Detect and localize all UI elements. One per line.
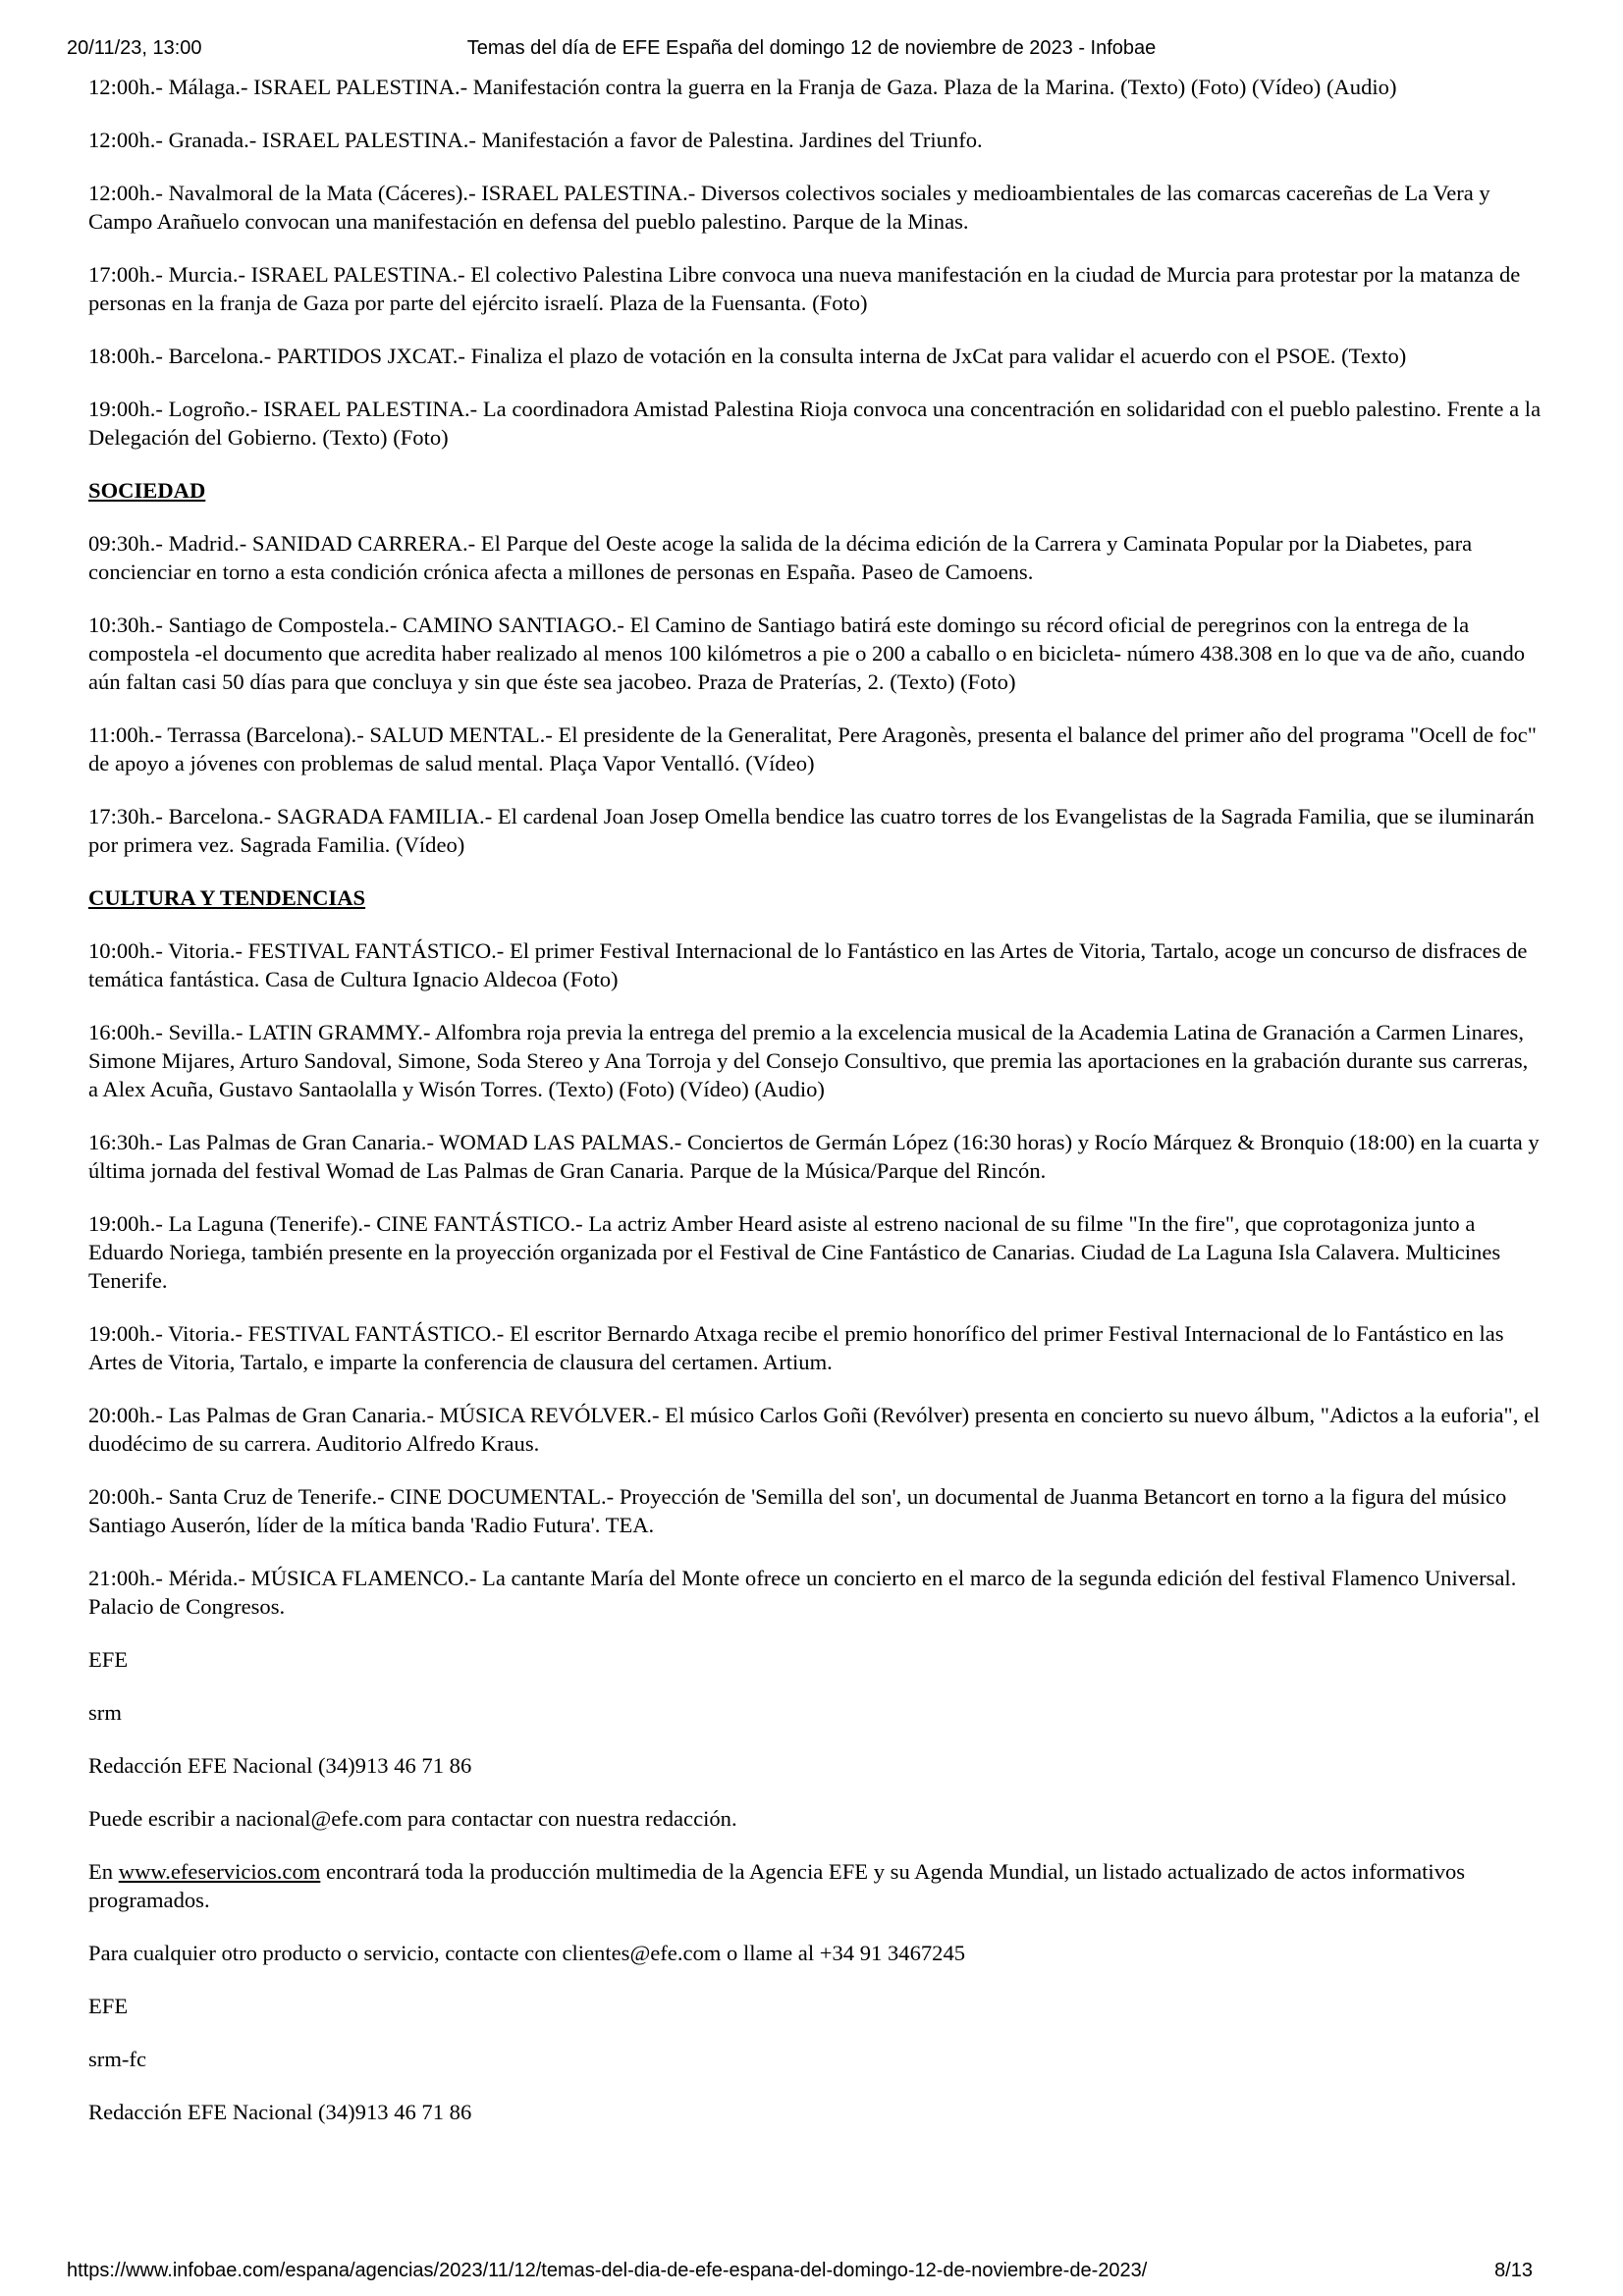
section-heading: CULTURA Y TENDENCIAS bbox=[88, 885, 366, 910]
agenda-item: 17:30h.- Barcelona.- SAGRADA FAMILIA.- El cardenal Joan Josep Omella bendice las cuatro torres de los Evangelistas de la Sagrada Familia, que se iluminarán por primera vez. Sagrada Familia. (Vídeo) bbox=[88, 804, 1535, 857]
agenda-item: 19:00h.- Vitoria.- FESTIVAL FANTÁSTICO.- El escritor Bernardo Atxaga recibe el premio honorífico del primer Festival Internacional de lo Fantástico en las Artes de Vitoria, Tartalo, e imparte la conferencia de clausura del certamen. Artium. bbox=[88, 1321, 1504, 1374]
agenda-item: 11:00h.- Terrassa (Barcelona).- SALUD MENTAL.- El presidente de la Generalitat, Pere Aragonès, presenta el balance del primer año del programa "Ocell de foc" de apoyo a jóvenes con problemas de salud mental. Plaça Vapor Ventalló. (Vídeo) bbox=[88, 722, 1537, 775]
agenda-item: srm bbox=[88, 1700, 122, 1725]
agenda-list bbox=[88, 73, 1542, 1833]
agenda-item: 20:00h.- Las Palmas de Gran Canaria.- MÚSICA REVÓLVER.- El músico Carlos Goñi (Revólver) presenta en concierto su nuevo álbum, "Adictos a la euforia", el duodécimo de su carrera. Auditorio Alfredo Kraus. bbox=[88, 1403, 1541, 1456]
agenda-item: 16:30h.- Las Palmas de Gran Canaria.- WOMAD LAS PALMAS.- Conciertos de Germán López (16:30 horas) y Rocío Márquez & Bronquio (18:00) en la cuarta y última jornada del festival Womad de Las Palmas de Gran Canaria. Parque de la Música/Parque del Rincón. bbox=[88, 1130, 1540, 1183]
agenda-item: EFE bbox=[88, 1647, 129, 1672]
agenda-item: srm-fc bbox=[88, 2047, 146, 2071]
print-datetime: 20/11/23, 13:00 bbox=[67, 37, 202, 59]
page-number: 8/13 bbox=[1494, 2260, 1533, 2281]
print-footer bbox=[67, 2260, 1556, 2287]
print-header bbox=[67, 37, 1556, 65]
print-url: https://www.infobae.com/espana/agencias/2023/11/12/temas-del-dia-de-efe-espana-del-domingo-12-de-noviembre-de-2023/ bbox=[67, 2260, 1148, 2281]
agenda-item: 17:00h.- Murcia.- ISRAEL PALESTINA.- El colectivo Palestina Libre convoca una nueva manifestación en la ciudad de Murcia para protestar por la matanza de personas en la franja de Gaza por parte del ejército israelí. Plaza de la Fuensanta. (Foto) bbox=[88, 262, 1521, 315]
print-page-title: Temas del día de EFE España del domingo 12 de noviembre de 2023 - Infobae bbox=[466, 37, 1157, 59]
agenda-item: 09:30h.- Madrid.- SANIDAD CARRERA.- El Parque del Oeste acoge la salida de la décima edición de la Carrera y Caminata Popular por la Diabetes, para concienciar en torno a esta condición crónica afecta a millones de personas en España. Paseo de Camoens. bbox=[88, 531, 1473, 584]
efeservicios-paragraph: En www.efeservicios.com encontrará toda la producción multimedia de la Agencia EFE y su Agenda Mundial, un listado actualizado de actos informativos programados. bbox=[88, 1859, 1466, 1912]
agenda-item: 21:00h.- Mérida.- MÚSICA FLAMENCO.- La cantante María del Monte ofrece un concierto en el marco de la segunda edición del festival Flamenco Universal. Palacio de Congresos. bbox=[88, 1566, 1517, 1619]
agenda-item: Para cualquier otro producto o servicio, contacte con clientes@efe.com o llame al +34 91 3467245 bbox=[88, 1941, 966, 1965]
closing-list bbox=[88, 1939, 1542, 2126]
agenda-item: 19:00h.- Logroño.- ISRAEL PALESTINA.- La coordinadora Amistad Palestina Rioja convoca una concentración en solidaridad con el pueblo palestino. Frente a la Delegación del Gobierno. (Texto) (Foto) bbox=[88, 397, 1542, 450]
agenda-item: 18:00h.- Barcelona.- PARTIDOS JXCAT.- Finaliza el plazo de votación en la consulta interna de JxCat para validar el acuerdo con el PSOE. (Texto) bbox=[88, 344, 1407, 368]
agenda-item: 20:00h.- Santa Cruz de Tenerife.- CINE DOCUMENTAL.- Proyección de 'Semilla del son', un documental de Juanma Betancort en torno a la figura del músico Santiago Auserón, líder de la mítica banda 'Radio Futura'. TEA. bbox=[88, 1484, 1507, 1537]
agenda-item: Redacción EFE Nacional (34)913 46 71 86 bbox=[88, 1753, 472, 1778]
article-body bbox=[88, 73, 1542, 2151]
agenda-item: 12:00h.- Málaga.- ISRAEL PALESTINA.- Manifestación contra la guerra en la Franja de Gaza. Plaza de la Marina. (Texto) (Foto) (Vídeo) (Audio) bbox=[88, 75, 1397, 99]
agenda-item: 10:00h.- Vitoria.- FESTIVAL FANTÁSTICO.- El primer Festival Internacional de lo Fantástico en las Artes de Vitoria, Tartalo, acoge un concurso de disfraces de temática fantástica. Casa de Cultura Ignacio Aldecoa (Foto) bbox=[88, 938, 1528, 991]
section-heading: SOCIEDAD bbox=[88, 478, 206, 503]
agenda-item: 10:30h.- Santiago de Compostela.- CAMINO SANTIAGO.- El Camino de Santiago batirá este domingo su récord oficial de peregrinos con la entrega de la compostela -el documento que acredita haber realizado al menos 100 kilómetros a pie o 200 a caballo o en bicicleta- número 438.308 en lo que va de año, cuando aún faltan casi 50 días para que concluya y sin que éste sea jacobeo. Praza de Praterías, 2. (Texto) (Foto) bbox=[88, 613, 1526, 694]
agenda-item: 16:00h.- Sevilla.- LATIN GRAMMY.- Alfombra roja previa la entrega del premio a la excelencia musical de la Academia Latina de Granación a Carmen Linares, Simone Mijares, Arturo Sandoval, Simone, Soda Stereo y Ana Torroja y del Consejo Consultivo, que premia las aportaciones en la grabación durante sus carreras, a Alex Acuña, Gustavo Santaolalla y Wisón Torres. (Texto) (Foto) (Vídeo) (Audio) bbox=[88, 1020, 1529, 1101]
agenda-item: Puede escribir a nacional@efe.com para contactar con nuestra redacción. bbox=[88, 1806, 737, 1831]
agenda-item: Redacción EFE Nacional (34)913 46 71 86 bbox=[88, 2100, 472, 2124]
efeservicios-link[interactable]: www.efeservicios.com bbox=[118, 1859, 321, 1884]
agenda-item: 12:00h.- Navalmoral de la Mata (Cáceres).- ISRAEL PALESTINA.- Diversos colectivos sociales y medioambientales de las comarcas cacereñas de La Vera y Campo Arañuelo convocan una manifestación en defensa del pueblo palestino. Parque de la Minas. bbox=[88, 181, 1490, 234]
agenda-item: EFE bbox=[88, 1994, 129, 2018]
agenda-item: 12:00h.- Granada.- ISRAEL PALESTINA.- Manifestación a favor de Palestina. Jardines del Triunfo. bbox=[88, 128, 983, 152]
agenda-item: 19:00h.- La Laguna (Tenerife).- CINE FANTÁSTICO.- La actriz Amber Heard asiste al estreno nacional de su filme "In the fire", que coprotagoniza junto a Eduardo Noriega, también presente en la proyección organizada por el Festival de Cine Fantástico de Canarias. Ciudad de La Laguna Isla Calavera. Multicines Tenerife. bbox=[88, 1211, 1501, 1293]
